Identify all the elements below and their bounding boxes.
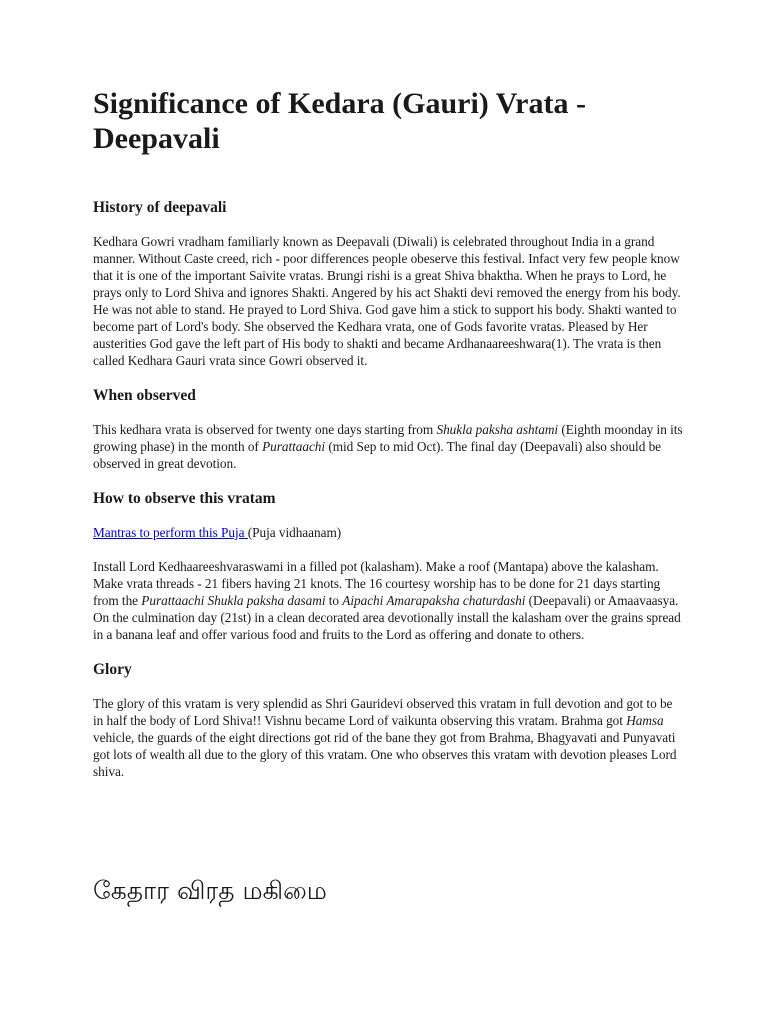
how-text-3: (Deepavali) or Amaavaasya. On the culmination day (21st) in a clean decorated area devotionally install the kalasham over the grains spread in a banana leaf and offer various food and fruits to the Lord as offering and donate to others. (93, 593, 681, 642)
glory-text-2: vehicle, the guards of the eight directions got rid of the bane they got from Brahma, Bhagyavati and Punyavati got lots of wealth all due to the glory of this vratam. One who observes this vratam with devotion pleases Lord shiva. (93, 730, 677, 779)
when-text-3: (mid Sep to mid Oct). The final day (Deepavali) also should be observed in great devotion. (93, 439, 662, 471)
how-text-2: to (325, 593, 343, 608)
when-italic-2: Purattaachi (262, 439, 326, 454)
tamil-heading: கேதார விரத மகிமை (93, 876, 327, 905)
mantras-link[interactable]: Mantras to perform this Puja (93, 525, 248, 540)
glory-text-1: The glory of this vratam is very splendid as Shri Gauridevi observed this vratam in full devotion and got to be in half the body of Lord Shiva!! Vishnu became Lord of vaikunta observing this vratam. Brahma got (93, 696, 673, 728)
history-heading: History of deepavali (93, 199, 227, 216)
mantras-suffix: (Puja vidhaanam) (247, 525, 342, 540)
mantras-line (93, 524, 683, 541)
how-to-observe-paragraph (93, 558, 683, 643)
when-observed-paragraph (93, 421, 683, 472)
how-italic-1: Purattaachi Shukla paksha dasami (141, 593, 326, 608)
glory-italic-1: Hamsa (626, 713, 664, 728)
when-text-1: This kedhara vrata is observed for twenty one days starting from (93, 422, 437, 437)
glory-heading: Glory (93, 661, 132, 678)
when-text-2: (Eighth moonday in its growing phase) in the month of (93, 422, 683, 454)
how-to-observe-heading: How to observe this vratam (93, 490, 276, 507)
when-italic-1: Shukla paksha ashtami (436, 422, 559, 437)
document-body (93, 86, 683, 797)
glory-paragraph (93, 695, 683, 780)
how-text-1: Install Lord Kedhaareeshvaraswami in a filled pot (kalasham). Make a roof (Mantapa) above the kalasham. Make vrata threads - 21 fibers having 21 knots. The 16 courtesy worship has to be done for 21 days starting from the (93, 559, 661, 608)
when-observed-heading: When observed (93, 387, 196, 404)
page-title: Significance of Kedara (Gauri) Vrata - Deepavali (93, 87, 586, 155)
how-italic-2: Aipachi Amarapaksha chaturdashi (342, 593, 526, 608)
history-paragraph: Kedhara Gowri vradham familiarly known as Deepavali (Diwali) is celebrated throughout India in a grand manner. Without Caste creed, rich - poor differences people obeserve this festival. Infact very few people know that it is one of the important Saivite vratas. Brungi rishi is a great Shiva bhaktha. When he prays to Lord, he prays only to Lord Shiva and ignores Shakti. Angered by his act Shakti devi removed the energy from his body. He was not able to stand. He prayed to Lord Shiva. God gave him a stick to support his body. Shakti wanted to become part of Lord's body. She observed the Kedhara vrata, one of Gods favorite vratas. Pleased by Her austerities God gave the left part of His body to shakti and became Ardhanaareeshwara(1). The vrata is then called Kedhara Gauri vrata since Gowri observed it. (93, 234, 681, 368)
